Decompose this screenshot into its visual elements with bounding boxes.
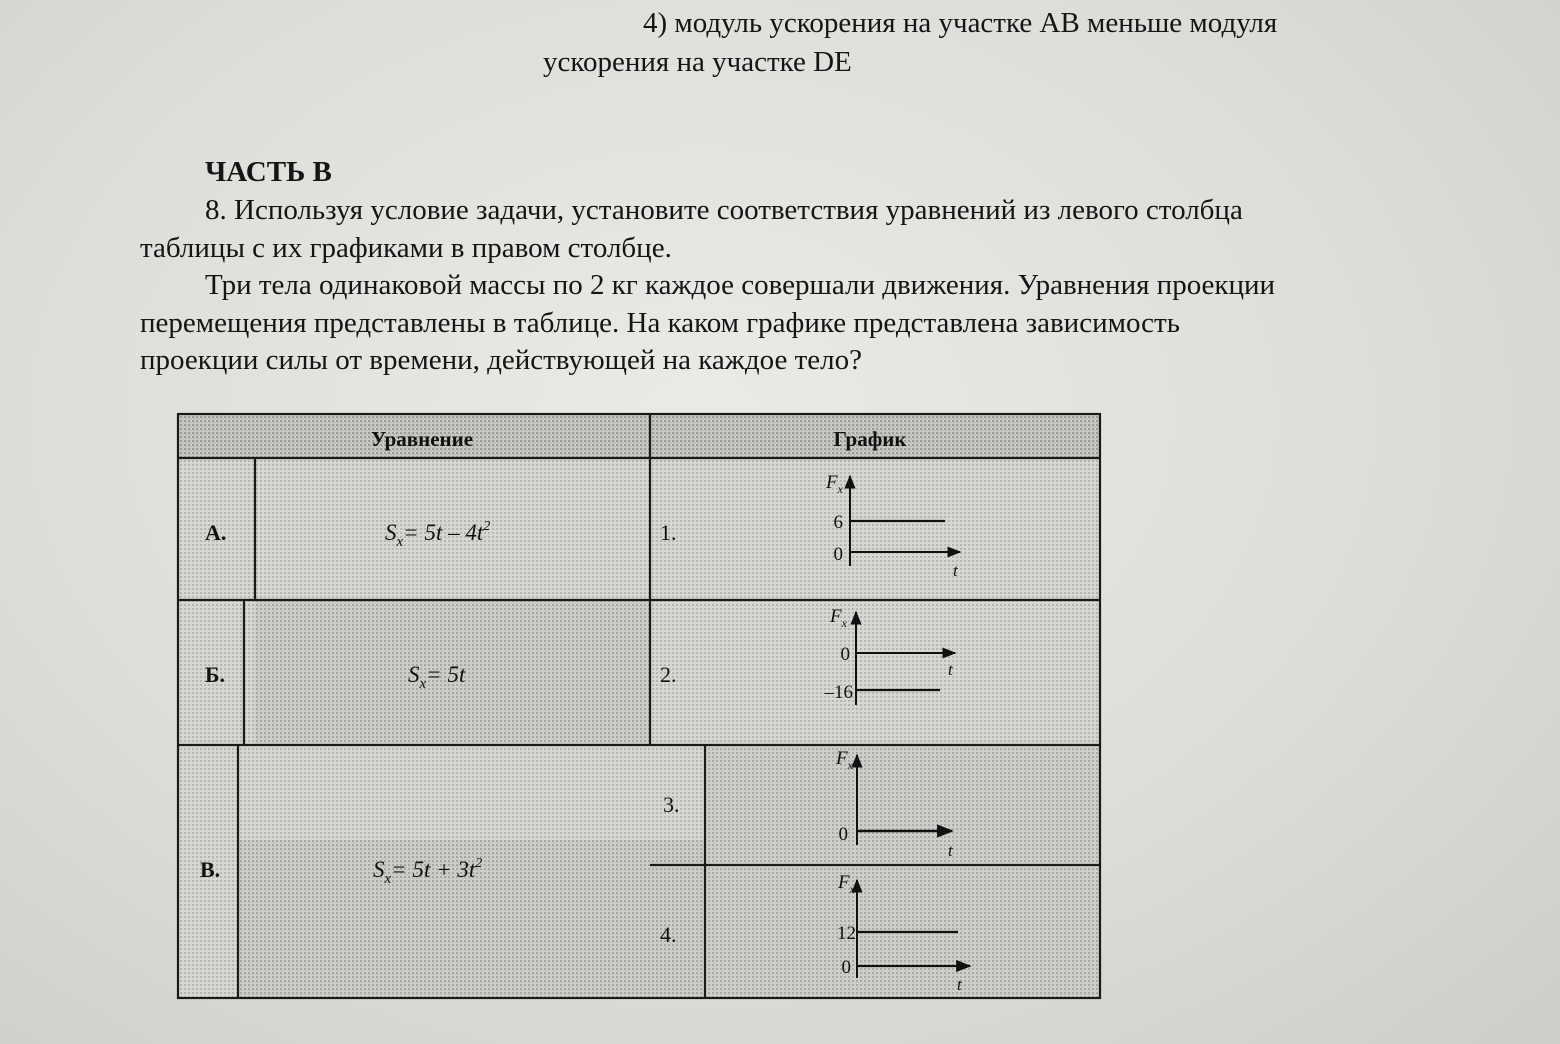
question-line-5: проекции силы от времени, действующей на каждое тело? — [140, 344, 862, 376]
table-background — [178, 414, 1100, 998]
part-title: ЧАСТЬ В — [205, 156, 332, 188]
row-letter-b: Б. — [205, 662, 226, 687]
row-letter-v: В. — [200, 857, 221, 882]
graph-number-1: 1. — [660, 520, 677, 545]
graph-4-t-label: t — [957, 975, 962, 994]
graph-1-t-label: t — [953, 561, 958, 580]
equation-b: $S_x= 5t$ — [408, 662, 466, 692]
equation-v: $S_x= 5t + 3t^2$ — [373, 856, 483, 887]
question-line-1: 8. Используя условие задачи, установите соответствия уравнений из левого столбца — [205, 194, 1243, 226]
graph-2-tick-0: 0 — [840, 644, 850, 665]
graph-number-4: 4. — [660, 922, 677, 947]
graph-4-tick-12: 12 — [837, 923, 856, 944]
top-option-line-2: ускорения на участке DE — [543, 46, 852, 78]
graph-4-tick-0: 0 — [841, 957, 851, 978]
question-line-4: перемещения представлены в таблице. На каком графике представлена зависимость — [140, 307, 1180, 339]
graph-3-tick-0: 0 — [838, 824, 848, 845]
graph-2-tick-minus-16: –16 — [824, 682, 853, 703]
top-option-line-1: 4) модуль ускорения на участке AB меньше модуля — [643, 7, 1278, 39]
row-letter-a: А. — [205, 520, 227, 545]
graph-4-f-label: $F_x$ — [838, 872, 855, 896]
graph-3-f-label: $F_x$ — [836, 748, 853, 772]
graph-1-f-label: $F_x$ — [826, 472, 843, 496]
graph-2-f-label: $F_x$ — [830, 606, 847, 630]
graph-number-2: 2. — [660, 662, 677, 687]
graph-1-tick-6: 6 — [833, 512, 843, 533]
graph-3-t-label: t — [948, 841, 953, 860]
graph-number-3: 3. — [663, 792, 680, 817]
graph-1-tick-0: 0 — [833, 544, 843, 565]
header-equation: Уравнение — [370, 427, 474, 451]
question-line-3: Три тела одинаковой массы по 2 кг каждое совершали движения. Уравнения проекции — [205, 269, 1276, 301]
question-line-2: таблицы с их графиками в правом столбце. — [140, 232, 672, 264]
header-graph: График — [833, 427, 907, 451]
equation-a: $S_x= 5t - 4t^2$ — [385, 519, 491, 550]
graph-2-t-label: t — [948, 660, 953, 679]
